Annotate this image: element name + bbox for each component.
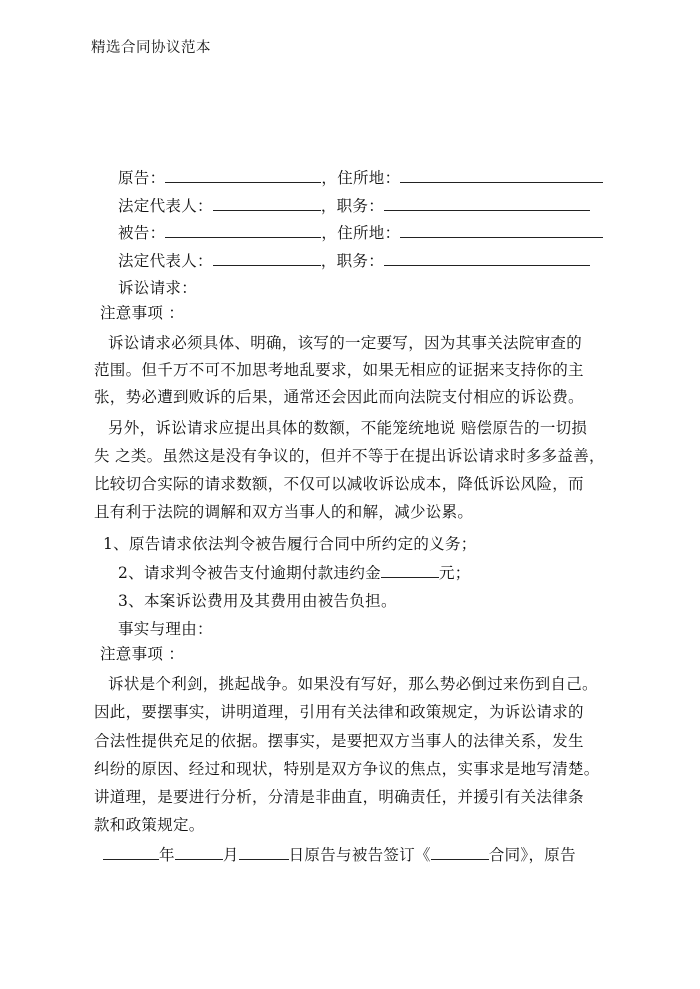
facts-note-line: 讲道理，是要进行分析，分清是非曲直，明确责任，并援引有关法律条: [94, 788, 584, 806]
month-label: 月: [222, 846, 239, 864]
claims-note-line: 诉讼请求必须具体、明确，该写的一定要写，因为其事关法院审查的: [108, 334, 583, 352]
plaintiff-residence-label: ，住所地：: [321, 169, 401, 187]
contract-suffix: 合同》，原告: [488, 846, 576, 864]
facts-note-line: 因此，要摆事实，讲明道理，引用有关法律和政策规定，为诉讼请求的: [94, 703, 584, 721]
defendant-rep-line: [118, 249, 590, 271]
claims-note-line: 比较切合实际的请求数额，不仅可以减收诉讼成本，降低诉讼风险，而: [94, 475, 584, 493]
defendant-rep-blank[interactable]: [213, 251, 321, 266]
plaintiff-rep-line: [118, 194, 590, 216]
facts-note-line: 合法性提供充足的依据。摆事实，是要把双方当事人的法律关系，发生: [94, 732, 584, 750]
plaintiff-line: [118, 166, 603, 188]
claims-note-line: 张，势必遭到败诉的后果，通常还会因此而向法院支付相应的诉讼费。: [94, 388, 584, 406]
defendant-rep-position-blank[interactable]: [384, 251, 590, 266]
plaintiff-rep-blank[interactable]: [213, 196, 321, 211]
claim-item-2: [118, 561, 471, 583]
facts-note-line: 纠纷的原因、经过和现状，特别是双方争议的焦点，实事求是地写清楚。: [94, 760, 600, 778]
plaintiff-rep-label: 法定代表人：: [118, 197, 213, 215]
defendant-rep-label: 法定代表人：: [118, 252, 213, 270]
plaintiff-blank[interactable]: [165, 168, 321, 183]
year-blank[interactable]: [103, 845, 159, 860]
claim-item-1: 1、原告请求依法判令被告履行合同中所约定的义务；: [103, 535, 477, 553]
claim-item-2-suffix: 元；: [438, 564, 471, 582]
contract-name-blank[interactable]: [431, 845, 489, 860]
plaintiff-rep-position-label: ，职务：: [320, 197, 385, 215]
contract-date-line: [103, 843, 576, 865]
defendant-residence-label: ，住所地：: [321, 224, 401, 242]
defendant-label: 被告：: [118, 224, 166, 242]
defendant-residence-blank[interactable]: [400, 223, 603, 238]
day-and-contract-label: 日原告与被告签订《: [288, 846, 431, 864]
claim-item-3: 3、本案诉讼费用及其费用由被告负担。: [118, 592, 397, 610]
claims-note-line: 范围。但千万不可不加思考地乱要求，如果无相应的证据来支持你的主: [94, 361, 584, 379]
plaintiff-label: 原告：: [118, 169, 166, 187]
defendant-blank[interactable]: [165, 223, 321, 238]
year-label: 年: [159, 846, 175, 864]
claims-note-line: 失 之类。虽然这是没有争议的，但并不等于在提出诉讼请求时多多益善，: [94, 447, 605, 465]
claim-item-2-prefix: 2、请求判令被告支付逾期付款违约金: [118, 564, 381, 582]
facts-note-line: 款和政策规定。: [94, 816, 205, 834]
claims-note-line: 另外，诉讼请求应提出具体的数额，不能笼统地说 赔偿原告的一切损: [108, 419, 588, 437]
plaintiff-rep-position-blank[interactable]: [384, 196, 590, 211]
plaintiff-residence-blank[interactable]: [400, 168, 603, 183]
facts-heading: 事实与理由：: [118, 620, 213, 638]
defendant-line: [118, 221, 603, 243]
month-blank[interactable]: [175, 845, 223, 860]
document-header: 精选合同协议范本: [91, 40, 211, 56]
defendant-rep-position-label: ，职务：: [320, 252, 385, 270]
claims-note-heading: 注意事项 ：: [100, 304, 185, 322]
claims-heading: 诉讼请求：: [118, 279, 198, 297]
claims-note-line: 且有利于法院的调解和双方当事人的和解，减少讼累。: [94, 503, 474, 521]
penalty-amount-blank[interactable]: [381, 563, 439, 578]
facts-note-line: 诉状是个利剑，挑起战争。如果没有写好，那么势必倒过来伤到自己。: [108, 675, 598, 693]
day-blank[interactable]: [239, 845, 289, 860]
facts-note-heading: 注意事项 ：: [100, 645, 185, 663]
